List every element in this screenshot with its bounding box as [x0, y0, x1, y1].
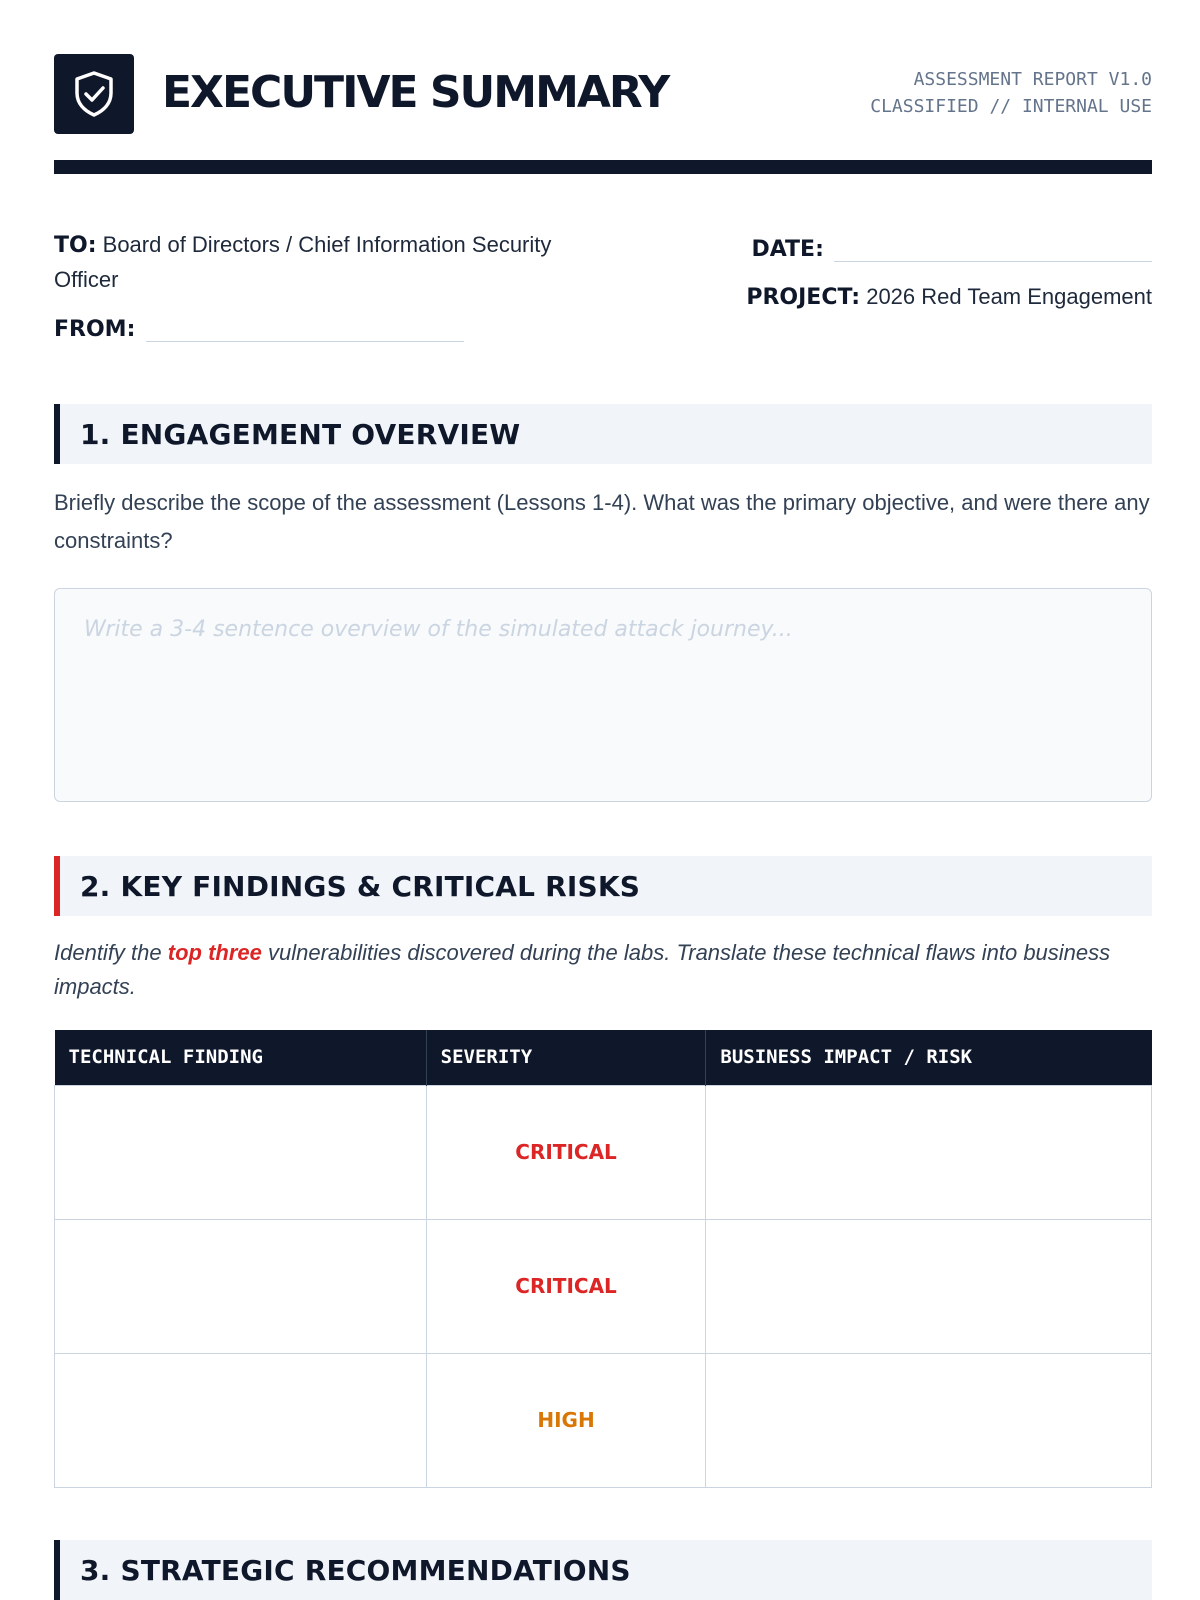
from-field[interactable] [146, 322, 464, 342]
project-label: PROJECT: [746, 285, 861, 310]
findings-prompt [54, 936, 1152, 1004]
document-meta [870, 66, 1152, 120]
date-label: DATE: [751, 237, 824, 262]
section-accent-bar [54, 856, 60, 916]
overview-textarea[interactable] [54, 588, 1152, 802]
table-row [55, 1353, 1152, 1487]
table-row [55, 1219, 1152, 1353]
document-page [54, 0, 1152, 1600]
column-header-severity: SEVERITY [426, 1030, 706, 1085]
report-version: ASSESSMENT REPORT V1.0 [913, 69, 1152, 90]
column-header-business-impact: BUSINESS IMPACT / RISK [706, 1030, 1152, 1085]
from-label: FROM: [54, 317, 136, 342]
prompt-text: Identify the [54, 940, 168, 965]
prompt-highlight: top three [167, 940, 262, 965]
memo-project [746, 284, 1152, 310]
column-header-technical-finding: TECHNICAL FINDING [55, 1030, 427, 1085]
to-label: TO: [54, 233, 97, 258]
classification-label: CLASSIFIED // INTERNAL USE [870, 96, 1152, 117]
table-header-row [55, 1030, 1152, 1085]
memo-to [54, 228, 574, 297]
severity-cell: CRITICAL [426, 1219, 706, 1353]
finding-cell[interactable] [55, 1219, 427, 1353]
project-value: 2026 Red Team Engagement [866, 284, 1152, 309]
to-value: Board of Directors / Chief Information Security Officer [54, 232, 552, 292]
impact-cell[interactable] [706, 1353, 1152, 1487]
page-title: EXECUTIVE SUMMARY [162, 67, 669, 118]
title-divider [54, 160, 1152, 174]
section-key-findings [54, 856, 1152, 916]
memo-from [54, 316, 474, 346]
impact-cell[interactable] [706, 1085, 1152, 1219]
findings-table [54, 1030, 1152, 1488]
severity-cell: HIGH [426, 1353, 706, 1487]
logo [54, 54, 134, 134]
prompt-text: vulnerabilities discovered during the labs. Translate these technical flaws into business impacts. [54, 940, 1111, 999]
section-accent-bar [54, 404, 60, 464]
section-heading: 1. ENGAGEMENT OVERVIEW [80, 417, 521, 451]
table-row [55, 1085, 1152, 1219]
overview-prompt: Briefly describe the scope of the assessment (Lessons 1-4). What was the primary objective, and were there any constraints? [54, 490, 1150, 553]
memo-date [751, 236, 1152, 266]
shield-check-icon [71, 69, 117, 119]
section-strategic-recommendations [54, 1540, 1152, 1600]
section-heading: 2. KEY FINDINGS & CRITICAL RISKS [80, 869, 641, 903]
section-accent-bar [54, 1540, 60, 1600]
date-field[interactable] [834, 242, 1152, 262]
finding-cell[interactable] [55, 1353, 427, 1487]
document-header [54, 54, 1152, 134]
finding-cell[interactable] [55, 1085, 427, 1219]
impact-cell[interactable] [706, 1219, 1152, 1353]
section-engagement-overview [54, 404, 1152, 464]
severity-cell: CRITICAL [426, 1085, 706, 1219]
section-heading: 3. STRATEGIC RECOMMENDATIONS [80, 1553, 631, 1587]
